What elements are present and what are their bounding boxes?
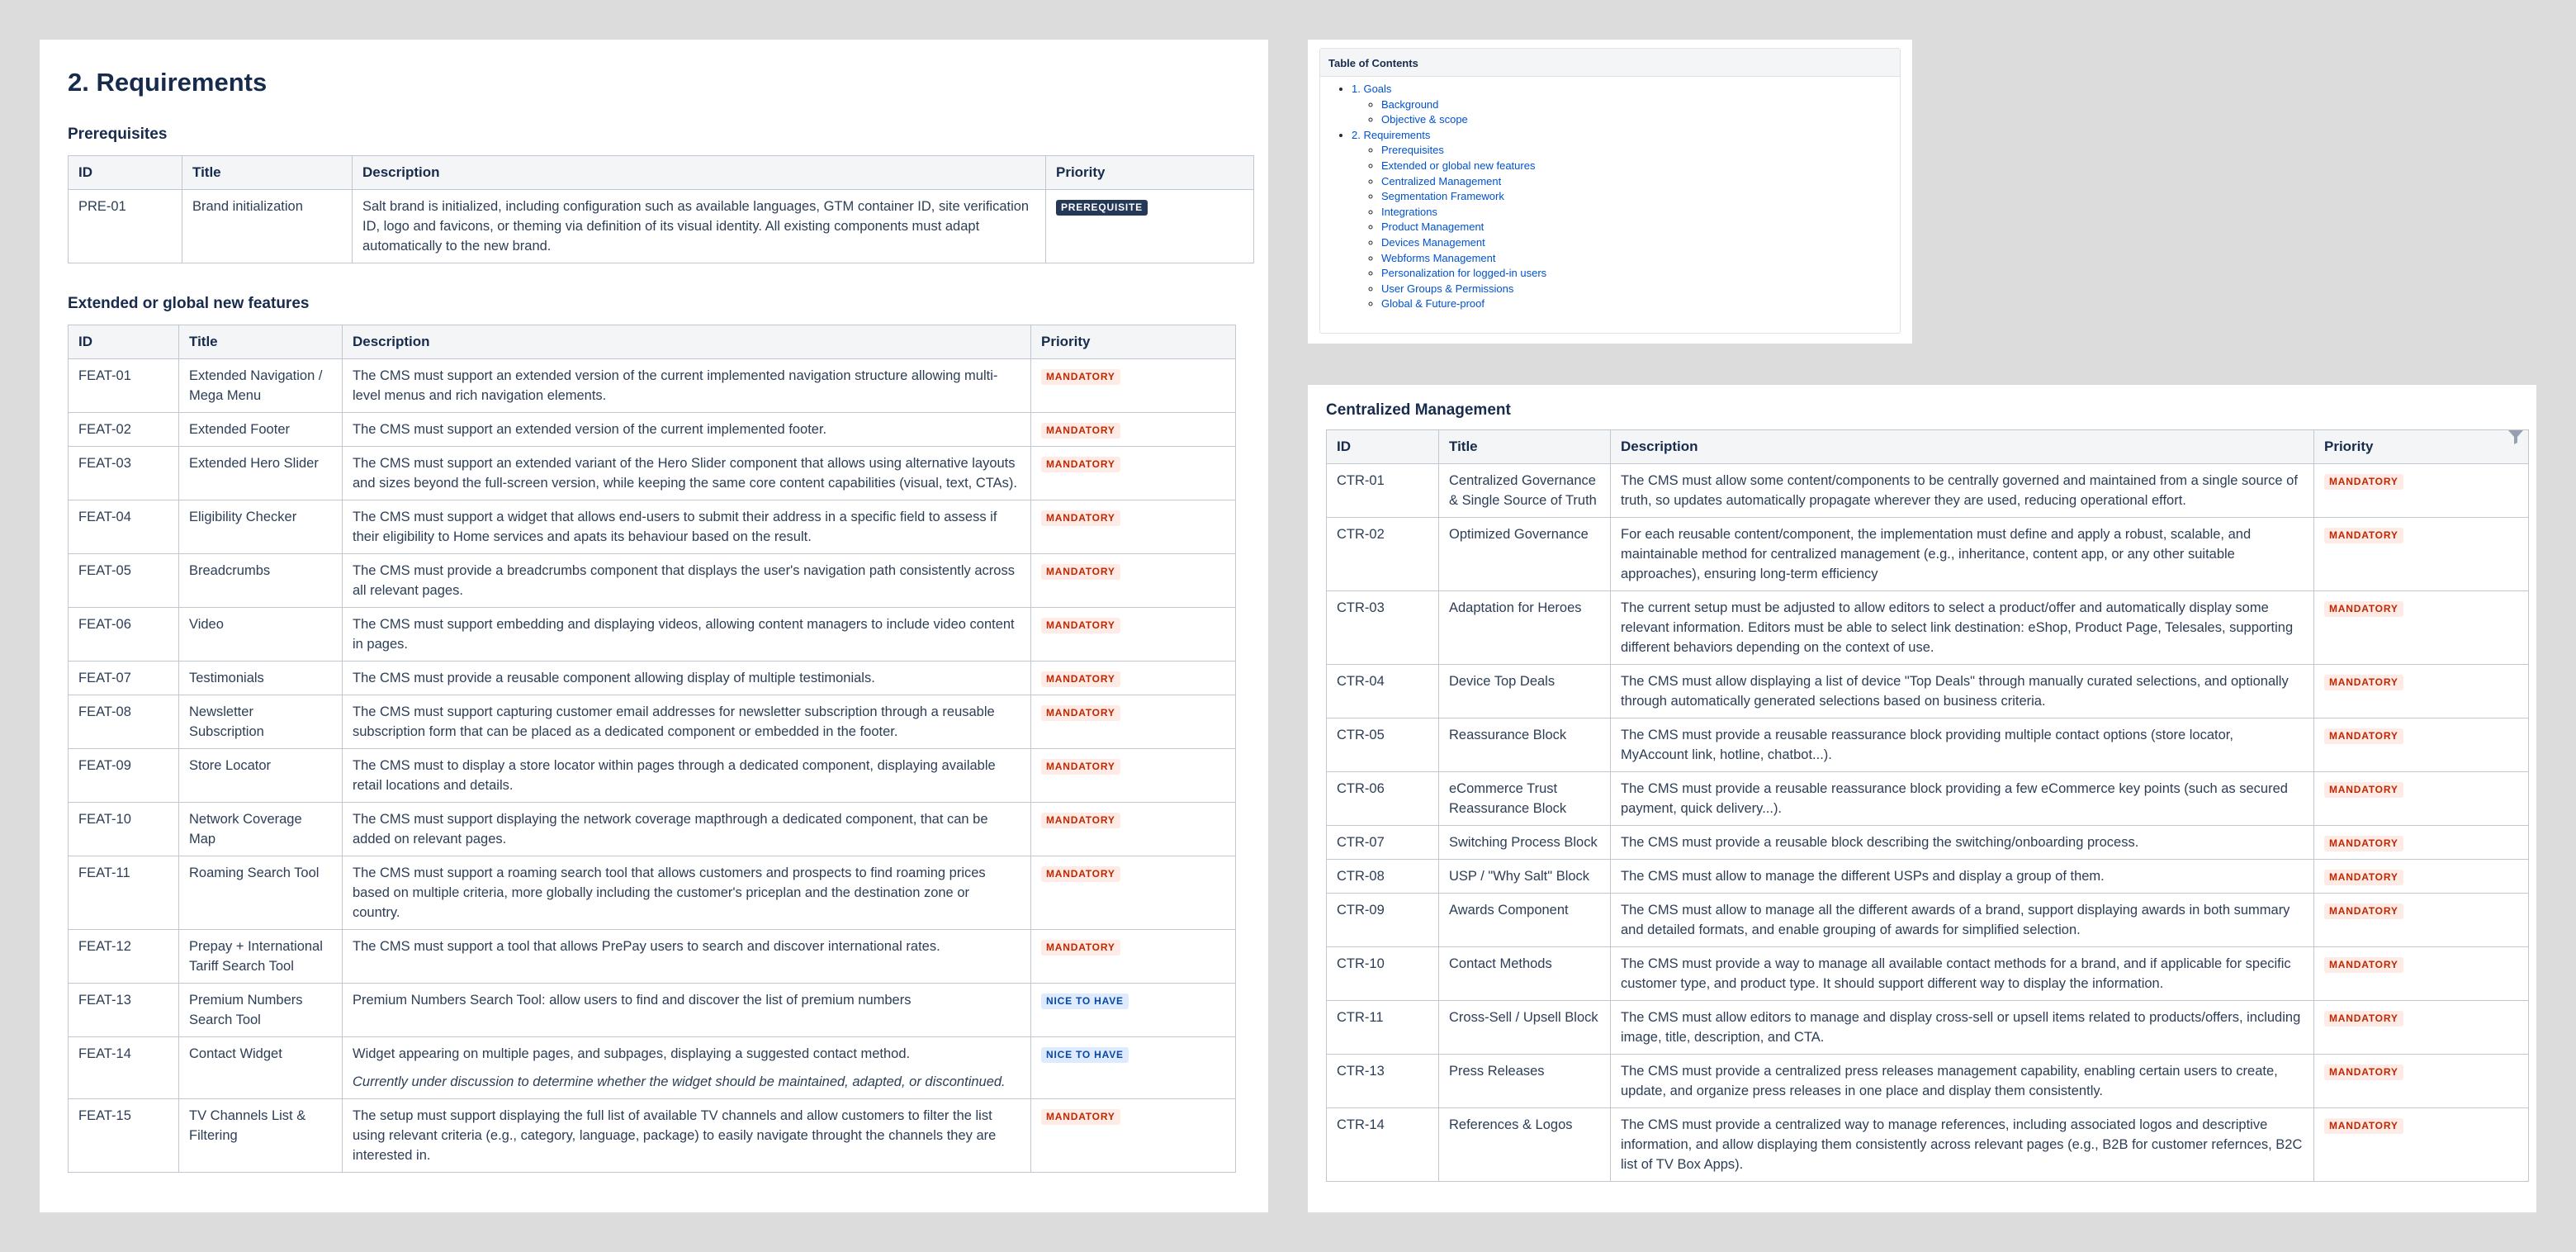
features-table bbox=[68, 325, 1236, 1173]
table-row bbox=[69, 190, 1254, 263]
cell-id: CTR-10 bbox=[1327, 947, 1439, 1001]
cell-id: FEAT-14 bbox=[69, 1037, 179, 1099]
toc-sub-item bbox=[1381, 235, 1892, 251]
cell-description bbox=[1611, 826, 2314, 860]
table-row bbox=[69, 447, 1236, 500]
cell-priority bbox=[1031, 413, 1236, 447]
cell-description bbox=[343, 447, 1031, 500]
cell-title: Centralized Governance & Single Source of Truth bbox=[1439, 464, 1611, 518]
cell-priority bbox=[2314, 772, 2529, 826]
cell-priority bbox=[1031, 554, 1236, 608]
priority-badge: NICE TO HAVE bbox=[1041, 994, 1129, 1009]
toc-sub-list bbox=[1352, 97, 1892, 128]
priority-badge: MANDATORY bbox=[1041, 813, 1120, 828]
cell-title: Awards Component bbox=[1439, 894, 1611, 947]
cell-description bbox=[1611, 718, 2314, 772]
cell-id: FEAT-04 bbox=[69, 500, 179, 554]
cell-description bbox=[343, 856, 1031, 930]
toc-sub-item bbox=[1381, 266, 1892, 282]
priority-badge: MANDATORY bbox=[1041, 369, 1120, 385]
toc-sub-link[interactable]: Centralized Management bbox=[1381, 174, 1502, 187]
table-row bbox=[69, 1037, 1236, 1099]
cell-priority bbox=[2314, 860, 2529, 894]
cell-title: Contact Methods bbox=[1439, 947, 1611, 1001]
cell-description bbox=[343, 803, 1031, 856]
toc-sub-link[interactable]: Devices Management bbox=[1381, 235, 1485, 249]
description-text: The CMS must allow some content/components to be centrally governed and maintained from a single source of truth, so updates automatically propagate wherever they are used, reducing operational effort. bbox=[1621, 473, 2298, 508]
toc-sub-item bbox=[1381, 189, 1892, 205]
cell-title: References & Logos bbox=[1439, 1108, 1611, 1182]
toc-sub-item bbox=[1381, 97, 1892, 113]
cell-priority bbox=[1031, 856, 1236, 930]
priority-badge: MANDATORY bbox=[2324, 1011, 2403, 1027]
toc-sub-link[interactable]: Background bbox=[1381, 97, 1439, 111]
cell-title: Optimized Governance bbox=[1439, 518, 1611, 591]
cell-id: CTR-02 bbox=[1327, 518, 1439, 591]
table-row bbox=[69, 662, 1236, 695]
toc-title: Table of Contents bbox=[1320, 49, 1900, 77]
description-text: Salt brand is initialized, including configuration such as available languages, GTM container ID, site verification ID, logo and favicons, or theming via definition of its visual identity. All existing components must adapt automatically to the new brand. bbox=[362, 199, 1030, 254]
table-row bbox=[69, 359, 1236, 413]
cell-title: Breadcrumbs bbox=[179, 554, 343, 608]
toc-item bbox=[1352, 82, 1892, 128]
cell-id: CTR-01 bbox=[1327, 464, 1439, 518]
cell-title: Network Coverage Map bbox=[179, 803, 343, 856]
priority-badge: MANDATORY bbox=[2324, 1118, 2403, 1134]
column-header-priority[interactable]: Priority bbox=[1046, 156, 1254, 190]
table-row bbox=[1327, 826, 2529, 860]
centralized-management-heading: Centralized Management bbox=[1326, 401, 1511, 419]
cell-id: CTR-11 bbox=[1327, 1001, 1439, 1055]
cell-id: CTR-03 bbox=[1327, 591, 1439, 665]
priority-badge: MANDATORY bbox=[1041, 759, 1120, 775]
cell-priority bbox=[2314, 947, 2529, 1001]
cell-description bbox=[343, 359, 1031, 413]
priority-badge: MANDATORY bbox=[1041, 866, 1120, 882]
toc-sub-link[interactable]: Product Management bbox=[1381, 221, 1485, 234]
cell-id: FEAT-10 bbox=[69, 803, 179, 856]
column-header-title[interactable]: Title bbox=[1439, 430, 1611, 464]
toc-sub-link[interactable]: Integrations bbox=[1381, 205, 1437, 218]
cell-title: Newsletter Subscription bbox=[179, 695, 343, 749]
centralized-management-table bbox=[1326, 429, 2529, 1182]
table-row bbox=[1327, 1001, 2529, 1055]
toc-sub-link[interactable]: Objective & scope bbox=[1381, 113, 1468, 126]
toc-list bbox=[1320, 77, 1900, 317]
toc-sub-item bbox=[1381, 220, 1892, 235]
cell-title: Premium Numbers Search Tool bbox=[179, 984, 343, 1037]
cell-title: Press Releases bbox=[1439, 1055, 1611, 1108]
toc-sub-list bbox=[1352, 143, 1892, 312]
cell-description bbox=[343, 984, 1031, 1037]
cell-title: Video bbox=[179, 608, 343, 662]
priority-badge: MANDATORY bbox=[2324, 782, 2403, 798]
cell-priority bbox=[2314, 894, 2529, 947]
toc-sub-item bbox=[1381, 143, 1892, 159]
table-of-contents bbox=[1319, 48, 1901, 334]
cell-description bbox=[1611, 464, 2314, 518]
cell-title: TV Channels List & Filtering bbox=[179, 1099, 343, 1173]
table-row bbox=[69, 695, 1236, 749]
toc-link[interactable]: 2. Requirements bbox=[1352, 128, 1431, 141]
table-row bbox=[69, 930, 1236, 984]
table-row bbox=[69, 856, 1236, 930]
toc-sub-item bbox=[1381, 112, 1892, 128]
priority-badge: MANDATORY bbox=[1041, 564, 1120, 580]
priority-badge: MANDATORY bbox=[2324, 903, 2403, 919]
cell-title: Device Top Deals bbox=[1439, 665, 1611, 718]
priority-badge: MANDATORY bbox=[1041, 510, 1120, 526]
cell-id: FEAT-03 bbox=[69, 447, 179, 500]
cell-priority bbox=[2314, 464, 2529, 518]
priority-badge: MANDATORY bbox=[2324, 528, 2403, 543]
cell-priority bbox=[2314, 1055, 2529, 1108]
description-text: The CMS must provide a reusable reassurance block providing multiple contact options (store locator, MyAccount link, hotline, chatbot...). bbox=[1621, 728, 2233, 762]
cell-priority bbox=[2314, 826, 2529, 860]
cell-id: FEAT-08 bbox=[69, 695, 179, 749]
description-text: The CMS must support a tool that allows PrePay users to search and discover international rates. bbox=[353, 939, 940, 954]
cell-title: Cross-Sell / Upsell Block bbox=[1439, 1001, 1611, 1055]
column-header-priority[interactable]: Priority bbox=[1031, 325, 1236, 359]
toc-item bbox=[1352, 128, 1892, 312]
description-text: The setup must support displaying the full list of available TV channels and allow customers to filter the list using relevant criteria (e.g., category, language, package) to easily navigate throught the channels they are interested in. bbox=[353, 1108, 997, 1163]
table-header-row bbox=[1327, 430, 2529, 464]
description-text: The CMS must support a widget that allows end-users to submit their address in a specific field to assess if their eligibility to Home services and apats its behaviour based on the result. bbox=[353, 510, 997, 544]
cell-id: FEAT-15 bbox=[69, 1099, 179, 1173]
description-text: The CMS must support an extended variant of the Hero Slider component that allows using alternative layouts and sizes beyond the full-screen version, while keeping the same core content capabilities (visual, text, CTAs). bbox=[353, 456, 1017, 491]
features-heading: Extended or global new features bbox=[68, 295, 310, 312]
description-text: The CMS must provide a breadcrumbs component that displays the user's navigation path consistently across all relevant pages. bbox=[353, 563, 1015, 598]
cell-description bbox=[343, 608, 1031, 662]
cell-id: FEAT-02 bbox=[69, 413, 179, 447]
table-row bbox=[1327, 518, 2529, 591]
table-header-row bbox=[69, 156, 1254, 190]
table-row bbox=[69, 749, 1236, 803]
toc-sub-link[interactable]: Global & Future-proof bbox=[1381, 297, 1485, 311]
table-row bbox=[1327, 718, 2529, 772]
cell-description bbox=[343, 662, 1031, 695]
column-header-description[interactable]: Description bbox=[353, 156, 1046, 190]
cell-id: FEAT-07 bbox=[69, 662, 179, 695]
description-text: The CMS must provide a reusable reassurance block providing a few eCommerce key points (such as secured payment, quick delivery...). bbox=[1621, 781, 2288, 816]
toc-sub-link[interactable]: Personalization for logged-in users bbox=[1381, 267, 1547, 280]
toc-sub-item bbox=[1381, 296, 1892, 312]
centralized-management-page bbox=[1308, 385, 2536, 1212]
cell-priority bbox=[2314, 718, 2529, 772]
cell-description bbox=[343, 749, 1031, 803]
description-note: Currently under discussion to determine whether the widget should be maintained, adapted, or discontinued. bbox=[353, 1074, 1006, 1089]
column-header-id[interactable]: ID bbox=[69, 156, 182, 190]
cell-description bbox=[1611, 665, 2314, 718]
toc-top-list bbox=[1328, 82, 1892, 312]
cell-priority bbox=[1031, 803, 1236, 856]
description-text: For each reusable content/component, the implementation must define and apply a robust, scalable, and maintainable method for centralized management (e.g., inheritance, content app, or any other suitable approaches), ensuring long-term efficiency bbox=[1621, 527, 2252, 581]
cell-priority bbox=[1046, 190, 1254, 263]
description-text: The CMS must allow to manage all the different awards of a brand, support displaying awards in both summary and detailed formats, and enable grouping of awards for simplified selection. bbox=[1621, 903, 2290, 937]
cell-title: Roaming Search Tool bbox=[179, 856, 343, 930]
cell-priority bbox=[1031, 662, 1236, 695]
cell-description bbox=[343, 695, 1031, 749]
cell-title: Switching Process Block bbox=[1439, 826, 1611, 860]
description-text: The CMS must provide a reusable block describing the switching/onboarding process. bbox=[1621, 835, 2139, 850]
toc-sub-item bbox=[1381, 174, 1892, 190]
toc-sub-item bbox=[1381, 159, 1892, 174]
priority-badge: MANDATORY bbox=[2324, 601, 2403, 617]
table-row bbox=[69, 984, 1236, 1037]
priority-badge: MANDATORY bbox=[2324, 675, 2403, 690]
cell-title: Prepay + International Tariff Search Tool bbox=[179, 930, 343, 984]
priority-badge: MANDATORY bbox=[1041, 705, 1120, 721]
priority-badge: MANDATORY bbox=[1041, 618, 1120, 633]
cell-title: Eligibility Checker bbox=[179, 500, 343, 554]
description-text: The CMS must support a roaming search tool that allows customers and prospects to find roaming prices based on multiple criteria, more globally including the customer's priceplan and the destination zone or country. bbox=[353, 865, 986, 920]
table-row bbox=[1327, 894, 2529, 947]
toc-sub-link[interactable]: Segmentation Framework bbox=[1381, 190, 1504, 203]
description-text: The CMS must provide a centralized press releases management capability, enabling certain users to create, update, and organize press releases in one place and display them consistently. bbox=[1621, 1064, 2278, 1098]
column-header-title[interactable]: Title bbox=[179, 325, 343, 359]
cell-priority bbox=[1031, 695, 1236, 749]
cell-priority bbox=[2314, 665, 2529, 718]
cell-id: CTR-07 bbox=[1327, 826, 1439, 860]
prerequisites-table bbox=[68, 155, 1254, 263]
description-text: Premium Numbers Search Tool: allow users to find and discover the list of premium numbers bbox=[353, 993, 912, 1008]
priority-badge: MANDATORY bbox=[2324, 836, 2403, 851]
description-text: The CMS must provide a reusable component allowing display of multiple testimonials. bbox=[353, 671, 875, 685]
cell-title: Reassurance Block bbox=[1439, 718, 1611, 772]
requirements-page bbox=[40, 40, 1268, 1212]
cell-description bbox=[1611, 860, 2314, 894]
cell-description bbox=[1611, 591, 2314, 665]
table-row bbox=[1327, 591, 2529, 665]
cell-id: CTR-04 bbox=[1327, 665, 1439, 718]
priority-badge: MANDATORY bbox=[2324, 1065, 2403, 1080]
cell-description bbox=[1611, 1055, 2314, 1108]
cell-title: eCommerce Trust Reassurance Block bbox=[1439, 772, 1611, 826]
cell-description bbox=[343, 930, 1031, 984]
description-text: The CMS must support an extended version of the current implemented navigation structure allowing multi-level menus and rich navigation elements. bbox=[353, 368, 998, 403]
cell-title: Brand initialization bbox=[182, 190, 353, 263]
cell-id: PRE-01 bbox=[69, 190, 182, 263]
cell-priority bbox=[1031, 608, 1236, 662]
cell-priority bbox=[2314, 1108, 2529, 1182]
description-text: The CMS must provide a way to manage all available contact methods for a brand, and if applicable for specific customer type, and product type. It should support different way to display the information. bbox=[1621, 956, 2291, 991]
cell-title: Contact Widget bbox=[179, 1037, 343, 1099]
description-text: The CMS must support capturing customer email addresses for newsletter subscription through a reusable subscription form that can be placed as a dedicated component or embedded in the footer. bbox=[353, 704, 995, 739]
cell-id: FEAT-12 bbox=[69, 930, 179, 984]
description-text: The CMS must support an extended version of the current implemented footer. bbox=[353, 422, 827, 437]
table-row bbox=[1327, 772, 2529, 826]
toc-link[interactable]: 1. Goals bbox=[1352, 83, 1392, 95]
cell-priority bbox=[1031, 930, 1236, 984]
cell-title: Extended Footer bbox=[179, 413, 343, 447]
table-row bbox=[69, 1099, 1236, 1173]
cell-description bbox=[343, 500, 1031, 554]
cell-priority bbox=[1031, 749, 1236, 803]
table-row bbox=[69, 500, 1236, 554]
toc-sub-link[interactable]: User Groups & Permissions bbox=[1381, 282, 1514, 295]
cell-id: FEAT-11 bbox=[69, 856, 179, 930]
cell-priority bbox=[1031, 1099, 1236, 1173]
cell-id: CTR-05 bbox=[1327, 718, 1439, 772]
prerequisites-heading: Prerequisites bbox=[68, 126, 168, 143]
table-row bbox=[1327, 464, 2529, 518]
priority-badge: MANDATORY bbox=[1041, 940, 1120, 956]
description-text: The CMS must support displaying the network coverage mapthrough a dedicated component, that can be added on relevant pages. bbox=[353, 812, 988, 847]
priority-badge: MANDATORY bbox=[2324, 728, 2403, 744]
column-header-priority[interactable]: Priority bbox=[2314, 430, 2529, 464]
table-row bbox=[1327, 947, 2529, 1001]
toc-sub-item bbox=[1381, 282, 1892, 297]
column-header-id[interactable]: ID bbox=[1327, 430, 1439, 464]
table-row bbox=[69, 554, 1236, 608]
priority-badge: MANDATORY bbox=[1041, 423, 1120, 439]
cell-id: CTR-09 bbox=[1327, 894, 1439, 947]
page-title: 2. Requirements bbox=[68, 68, 268, 97]
cell-id: FEAT-13 bbox=[69, 984, 179, 1037]
description-text: Widget appearing on multiple pages, and subpages, displaying a suggested contact method. bbox=[353, 1046, 911, 1061]
cell-title: Extended Navigation / Mega Menu bbox=[179, 359, 343, 413]
filter-icon[interactable] bbox=[2507, 428, 2525, 446]
toc-sub-item bbox=[1381, 205, 1892, 221]
priority-badge: MANDATORY bbox=[2324, 870, 2403, 885]
cell-priority bbox=[2314, 591, 2529, 665]
priority-badge: MANDATORY bbox=[1041, 1109, 1120, 1125]
description-text: The CMS must support embedding and displaying videos, allowing content managers to include video content in pages. bbox=[353, 617, 1015, 652]
cell-title: Adaptation for Heroes bbox=[1439, 591, 1611, 665]
cell-priority bbox=[1031, 500, 1236, 554]
priority-badge: MANDATORY bbox=[2324, 474, 2403, 490]
cell-id: FEAT-06 bbox=[69, 608, 179, 662]
column-header-title[interactable]: Title bbox=[182, 156, 353, 190]
column-header-description[interactable]: Description bbox=[1611, 430, 2314, 464]
cell-priority bbox=[1031, 447, 1236, 500]
cell-id: CTR-06 bbox=[1327, 772, 1439, 826]
description-text: The CMS must to display a store locator within pages through a dedicated component, displaying available retail locations and details. bbox=[353, 758, 996, 793]
cell-description bbox=[343, 554, 1031, 608]
cell-description bbox=[343, 413, 1031, 447]
priority-badge: MANDATORY bbox=[1041, 457, 1120, 472]
cell-title: Testimonials bbox=[179, 662, 343, 695]
table-row bbox=[69, 803, 1236, 856]
description-text: The CMS must provide a centralized way to manage references, including associated logos and descriptive information, and allow displaying them consistently across relevant pages (e.g., B2B for customer refernces, B2C list of TV Box Apps). bbox=[1621, 1117, 2303, 1172]
description-text: The CMS must allow displaying a list of device "Top Deals" through manually curated selections, and optionally through automatically generated selections based on business criteria. bbox=[1621, 674, 2289, 709]
toc-sub-item bbox=[1381, 251, 1892, 267]
cell-description bbox=[343, 1099, 1031, 1173]
cell-id: CTR-08 bbox=[1327, 860, 1439, 894]
cell-priority bbox=[2314, 518, 2529, 591]
cell-title: Extended Hero Slider bbox=[179, 447, 343, 500]
cell-description bbox=[1611, 1001, 2314, 1055]
table-row bbox=[1327, 665, 2529, 718]
cell-description bbox=[1611, 518, 2314, 591]
table-row bbox=[1327, 1108, 2529, 1182]
toc-sub-link[interactable]: Prerequisites bbox=[1381, 144, 1444, 157]
cell-priority bbox=[1031, 359, 1236, 413]
table-of-contents-panel bbox=[1308, 40, 1912, 344]
cell-id: FEAT-05 bbox=[69, 554, 179, 608]
cell-description bbox=[1611, 947, 2314, 1001]
priority-badge: PREREQUISITE bbox=[1056, 200, 1148, 216]
cell-description bbox=[343, 1037, 1031, 1099]
toc-sub-link[interactable]: Webforms Management bbox=[1381, 251, 1496, 264]
cell-title: USP / "Why Salt" Block bbox=[1439, 860, 1611, 894]
priority-badge: NICE TO HAVE bbox=[1041, 1047, 1129, 1063]
column-header-description[interactable]: Description bbox=[343, 325, 1031, 359]
cell-id: CTR-13 bbox=[1327, 1055, 1439, 1108]
cell-description bbox=[1611, 1108, 2314, 1182]
cell-id: FEAT-01 bbox=[69, 359, 179, 413]
priority-badge: MANDATORY bbox=[1041, 671, 1120, 687]
cell-priority bbox=[1031, 984, 1236, 1037]
cell-priority bbox=[2314, 1001, 2529, 1055]
table-row bbox=[1327, 860, 2529, 894]
description-text: The CMS must allow editors to manage and display cross-sell or upsell items related to products/offers, including image, title, description, and CTA. bbox=[1621, 1010, 2301, 1045]
toc-sub-link[interactable]: Extended or global new features bbox=[1381, 159, 1536, 172]
description-text: The current setup must be adjusted to allow editors to select a product/offer and automatically display some relevant information. Editors must be able to select link destination: eShop, Product Page, Telesales, supporting different behaviors depending on the context of use. bbox=[1621, 600, 2294, 655]
column-header-id[interactable]: ID bbox=[69, 325, 179, 359]
table-row bbox=[69, 608, 1236, 662]
priority-badge: MANDATORY bbox=[2324, 957, 2403, 973]
cell-id: CTR-14 bbox=[1327, 1108, 1439, 1182]
cell-description bbox=[353, 190, 1046, 263]
cell-id: FEAT-09 bbox=[69, 749, 179, 803]
table-row bbox=[69, 413, 1236, 447]
description-text: The CMS must allow to manage the different USPs and display a group of them. bbox=[1621, 869, 2105, 884]
cell-description bbox=[1611, 772, 2314, 826]
cell-title: Store Locator bbox=[179, 749, 343, 803]
table-row bbox=[1327, 1055, 2529, 1108]
table-header-row bbox=[69, 325, 1236, 359]
cell-description bbox=[1611, 894, 2314, 947]
cell-priority bbox=[1031, 1037, 1236, 1099]
